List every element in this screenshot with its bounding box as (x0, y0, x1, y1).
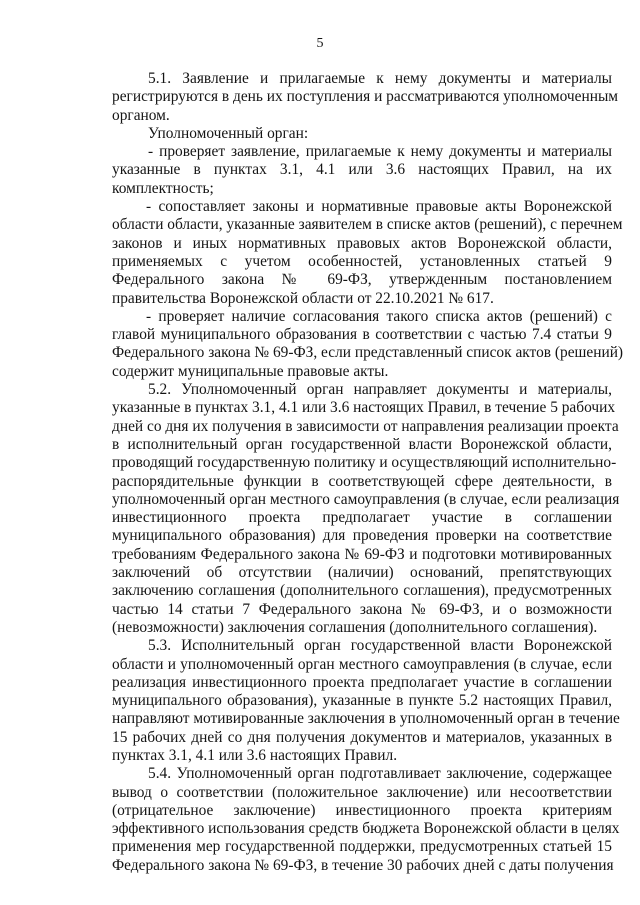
text-line: Федерального закона № 69-ФЗ, утвержденным постановлением (112, 271, 612, 289)
text-line: заключений об отсутствии (наличии) оснований, препятствующих (112, 564, 612, 582)
text-line: - проверяет заявление, прилагаемые к нему документы и материалы (148, 143, 612, 161)
text-line: 5.2. Уполномоченный орган направляет документы и материалы, (148, 381, 612, 399)
text-line: органом. (112, 106, 170, 124)
text-line: реализация инвестиционного проекта предполагает участие в соглашении (112, 673, 612, 691)
text-line: в исполнительный орган государственной власти Воронежской области, (112, 435, 612, 453)
text-line: пунктах 3.1, 4.1 или 3.6 настоящих Правил. (112, 746, 398, 764)
document-body (112, 70, 624, 875)
text-line: Уполномоченный орган: (148, 124, 309, 142)
text-line: эффективного использования средств бюджета Воронежской области в целях (112, 820, 620, 838)
text-line: области области, указанные заявителем в списке актов (решений), с перечнем (112, 216, 623, 234)
text-line: - сопоставляет законы и нормативные правовые акты Воронежской (146, 198, 612, 216)
text-line: заключению соглашения (дополнительного соглашения), предусмотренных (112, 582, 612, 600)
text-line: дней со дня их получения в зависимости от направления реализации проекта (112, 417, 619, 435)
text-line: инвестиционного проекта предполагает участие в соглашении (112, 509, 612, 527)
text-line: 15 рабочих дней со дня получения документов и материалов, указанных в (112, 728, 612, 746)
text-line: применяемых с учетом особенностей, установленных статьей 9 (112, 252, 612, 270)
text-line: законов и иных нормативных правовых актов Воронежской области, (112, 234, 612, 252)
text-line: указанные в пунктах 3.1, 4.1 или 3.6 настоящих Правил, в течение 5 рабочих (112, 399, 616, 417)
text-line: (отрицательное заключение) инвестиционного проекта критериям (112, 801, 612, 819)
text-line: Федерального закона № 69-ФЗ, если представленный список актов (решений) (112, 344, 624, 362)
text-line: распорядительные функции в соответствующей сфере деятельности, в (112, 472, 612, 490)
text-line: 5.4. Уполномоченный орган подготавливает заключение, содержащее (148, 765, 612, 783)
text-line: направляют мотивированные заключения в уполномоченный орган в течение (112, 710, 620, 728)
text-line: указанные в пунктах 3.1, 4.1 или 3.6 настоящих Правил, на их (112, 161, 612, 179)
page-number: 5 (316, 36, 324, 51)
text-line: муниципального образования) для проведения проверки на соответствие (112, 527, 612, 545)
text-line: главой муниципального образования в соответствии с частью 7.4 статьи 9 (112, 326, 612, 344)
text-line: Федерального закона № 69-ФЗ, в течение 30 рабочих дней с даты получения (112, 856, 614, 874)
text-line: частью 14 статьи 7 Федерального закона № 69-ФЗ, и о возможности (112, 600, 612, 618)
text-line: муниципального образования), указанные в пункте 5.2 настоящих Правил, (112, 692, 612, 710)
text-line: 5.3. Исполнительный орган государственной власти Воронежской (148, 637, 612, 655)
text-line: комплектность; (112, 179, 214, 197)
text-line: проводящий государственную политику и осуществляющий исполнительно- (112, 454, 617, 472)
text-line: вывод о соответствии (положительное заключение) или несоответствии (112, 783, 612, 801)
text-line: регистрируются в день их поступления и рассматриваются уполномоченным (112, 88, 619, 106)
text-line: содержит муниципальные правовые акты. (112, 362, 389, 380)
text-line: - проверяет наличие согласования такого списка актов (решений) с (146, 307, 612, 325)
text-line: правительства Воронежской области от 22.10.2021 № 617. (112, 289, 494, 307)
text-line: области и уполномоченный орган местного самоуправления (в случае, если (112, 655, 612, 673)
text-line: требованиям Федерального закона № 69-ФЗ и подготовки мотивированных (112, 545, 612, 563)
text-line: уполномоченный орган местного самоуправления (в случае, если реализация (112, 490, 620, 508)
text-line: применения мер государственной поддержки, предусмотренных статьей 15 (112, 838, 612, 856)
text-line: 5.1. Заявление и прилагаемые к нему документы и материалы (148, 70, 612, 87)
text-line: (невозможности) заключения соглашения (дополнительного соглашения). (112, 618, 598, 636)
